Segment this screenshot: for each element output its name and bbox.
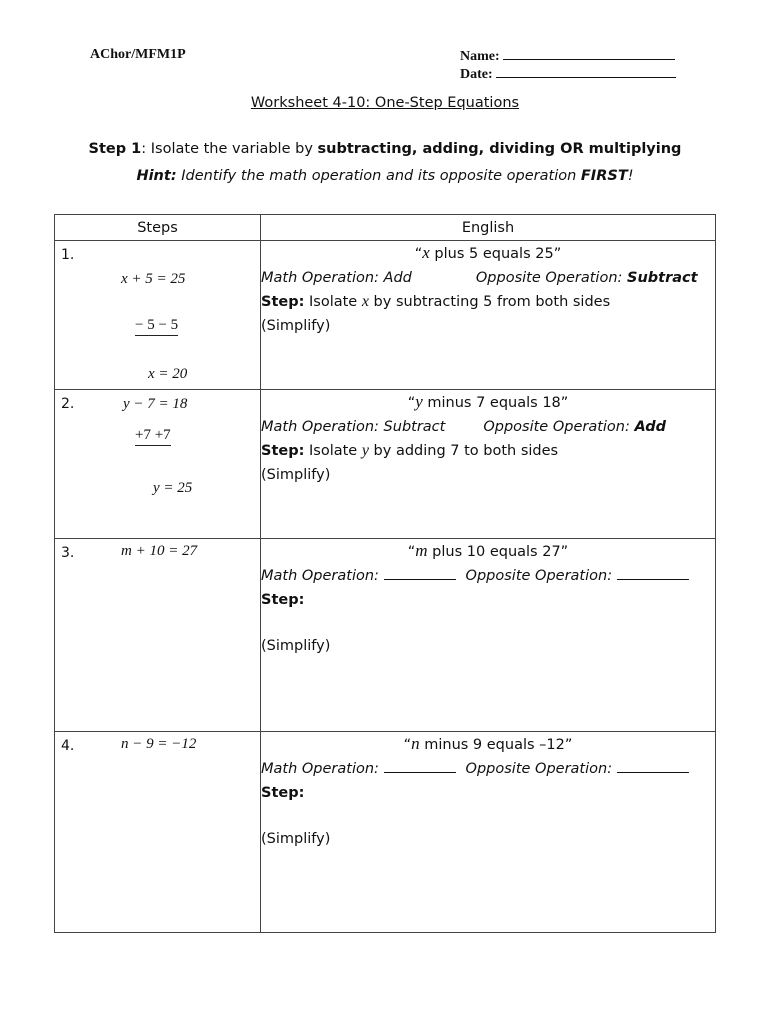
steps-cell[interactable] — [55, 539, 261, 732]
opposite-op-label: Opposite Operation: — [483, 419, 630, 435]
equation: m + 10 = 27 — [121, 543, 198, 559]
step-line: Step: — [261, 592, 305, 608]
math-op-blank[interactable] — [384, 566, 456, 580]
result: x = 20 — [148, 366, 188, 382]
operations-line — [261, 564, 715, 588]
simplify-label: (Simplify) — [261, 467, 331, 483]
name-label: Name: — [460, 49, 500, 64]
date-label: Date: — [460, 67, 493, 82]
course-code: AChor/MFM1P — [90, 47, 186, 62]
opposite-op-value: Add — [634, 419, 667, 435]
row-number: 2. — [61, 396, 75, 412]
english-cell[interactable] — [261, 241, 716, 390]
table-row — [55, 732, 716, 933]
row-number: 1. — [61, 247, 75, 263]
english-cell[interactable] — [261, 539, 716, 732]
table-row — [55, 539, 716, 732]
steps-cell[interactable] — [55, 241, 261, 390]
english-column-header: English — [261, 215, 716, 241]
name-blank[interactable] — [503, 47, 675, 60]
operations-line — [261, 757, 715, 781]
opposite-op-blank[interactable] — [617, 566, 689, 580]
opposite-op-value: Subtract — [627, 270, 698, 286]
step-line: Step: — [261, 785, 305, 801]
step1-instruction — [0, 141, 770, 157]
equation: y − 7 = 18 — [123, 396, 188, 412]
hint-text: Identify the math operation and its opposite operation — [176, 168, 581, 184]
math-op-value: Add — [383, 270, 412, 286]
english-quote: “x plus 5 equals 25” — [414, 243, 562, 262]
steps-cell[interactable] — [55, 732, 261, 933]
opposite-op-blank[interactable] — [617, 759, 689, 773]
math-op-label: Math Operation: — [261, 568, 379, 584]
table-row — [55, 241, 716, 390]
simplify-label: (Simplify) — [261, 318, 331, 334]
opposite-op-label: Opposite Operation: — [465, 568, 613, 584]
date-blank[interactable] — [496, 65, 676, 78]
steps-column-header: Steps — [55, 215, 261, 241]
opposite-op-label: Opposite Operation: — [475, 270, 623, 286]
hint-line — [0, 168, 770, 184]
row-number: 4. — [61, 738, 75, 754]
math-op-label: Math Operation: — [261, 761, 379, 777]
step1-operations: subtracting, adding, dividing OR multiplying — [317, 141, 682, 157]
hint-first: FIRST — [580, 168, 628, 184]
work-line: − 5 − 5 — [135, 317, 178, 336]
step1-text: : Isolate the variable by — [141, 141, 318, 157]
table-row — [55, 390, 716, 539]
name-field[interactable] — [460, 47, 675, 65]
table-header-row — [55, 215, 716, 241]
steps-cell[interactable] — [55, 390, 261, 539]
operations-line — [261, 415, 715, 439]
operations-line — [261, 266, 715, 290]
english-quote: “y minus 7 equals 18” — [407, 392, 569, 411]
english-cell[interactable] — [261, 732, 716, 933]
math-op-label: Math Operation: — [261, 419, 379, 435]
worksheet-title: Worksheet 4-10: One-Step Equations — [250, 95, 520, 111]
step-line: Step: Isolate x by subtracting 5 from both sides — [261, 293, 611, 310]
row-number: 3. — [61, 545, 75, 561]
hint-label: Hint: — [136, 168, 177, 184]
english-quote: “m plus 10 equals 27” — [407, 541, 569, 560]
step1-label: Step 1 — [88, 141, 142, 157]
math-op-label: Math Operation: — [261, 270, 379, 286]
opposite-op-label: Opposite Operation: — [465, 761, 613, 777]
step-line: Step: Isolate y by adding 7 to both sides — [261, 442, 559, 459]
work-line: +7 +7 — [135, 427, 171, 446]
result: y = 25 — [153, 480, 193, 496]
equations-table — [54, 214, 716, 933]
hint-end: ! — [627, 168, 634, 184]
equation: n − 9 = −12 — [121, 736, 197, 752]
date-field[interactable] — [460, 65, 676, 83]
equation: x + 5 = 25 — [121, 271, 186, 287]
simplify-label: (Simplify) — [261, 638, 331, 654]
english-cell[interactable] — [261, 390, 716, 539]
simplify-label: (Simplify) — [261, 831, 331, 847]
math-op-value: Subtract — [383, 419, 446, 435]
math-op-blank[interactable] — [384, 759, 456, 773]
english-quote: “n minus 9 equals –12” — [403, 734, 573, 753]
